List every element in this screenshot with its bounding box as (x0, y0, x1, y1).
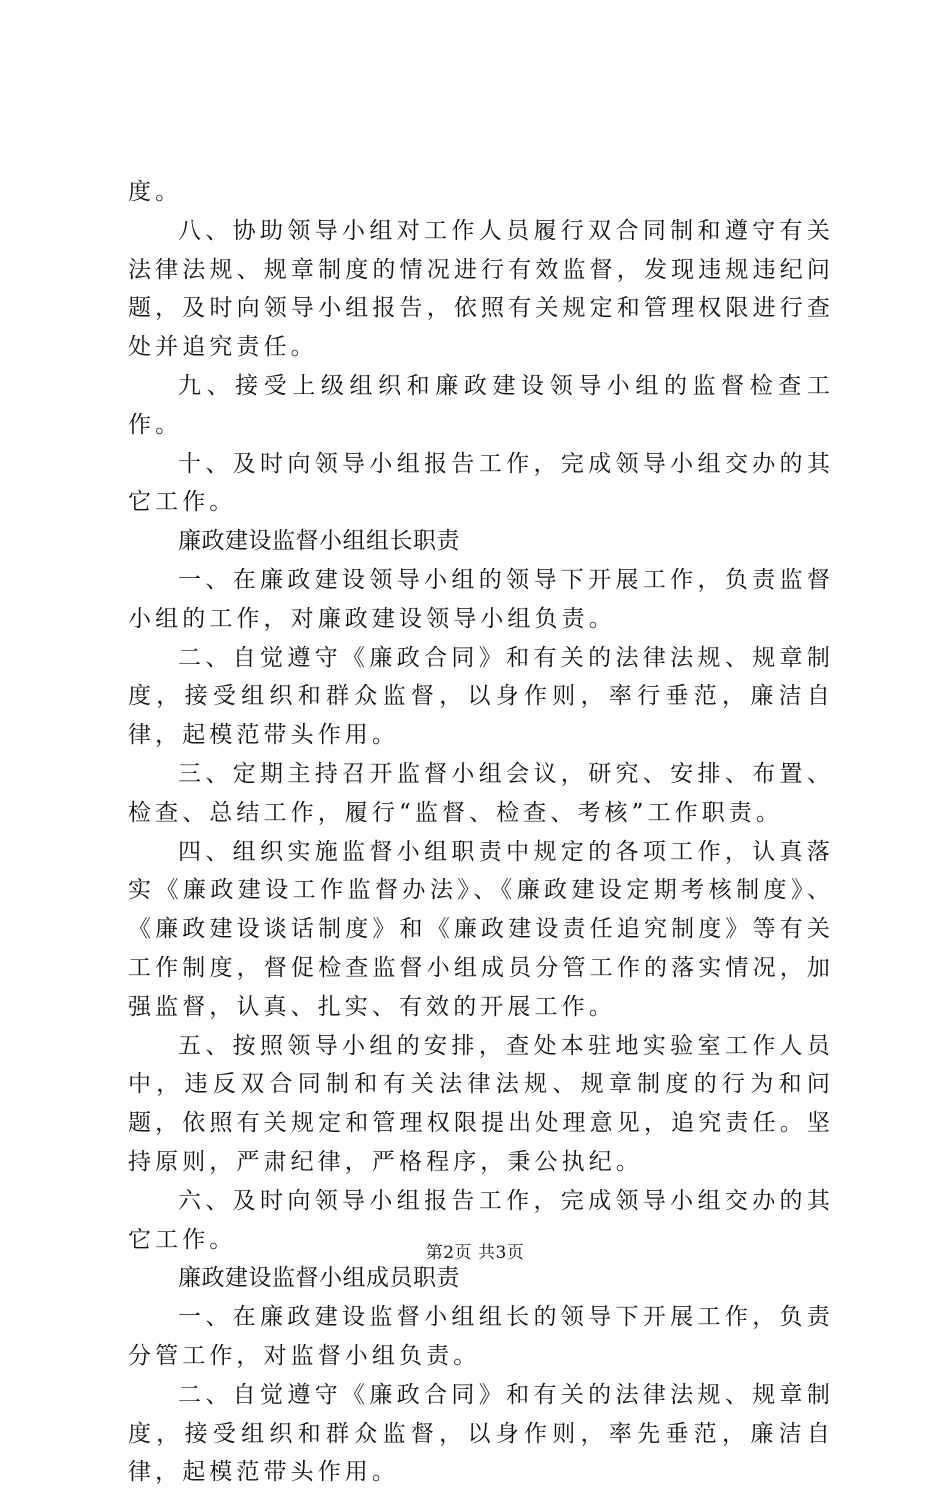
paragraph: 度。 (128, 179, 183, 205)
paragraph: 四、组织实施监督小组职责中规定的各项工作，认真落实《廉政建设工作监督办法》、《廉政建设定期考核制度》、《廉政建设谈话制度》和《廉政建设责任追究制度》等有关工作制度，督促检查监督小组成员分管工作的落实情况，加强监督，认真、扎实、有效的开展工作。 (128, 838, 834, 1020)
paragraph: 九、接受上级组织和廉政建设领导小组的监督检查工作。 (128, 372, 834, 438)
paragraph: 六、及时向领导小组报告工作，完成领导小组交办的其它工作。 (128, 1187, 834, 1253)
paragraph: 二、自觉遵守《廉政合同》和有关的法律法规、规章制度，接受组织和群众监督，以身作则，率行垂范，廉洁自律，起模范带头作用。 (128, 644, 834, 749)
section-heading: 廉政建设监督小组组长职责 (178, 528, 460, 555)
paragraph: 一、在廉政建设监督小组组长的领导下开展工作，负责分管工作，对监督小组负责。 (128, 1304, 834, 1369)
paragraph: 八、协助领导小组对工作人员履行双合同制和遵守有关法律法规、规章制度的情况进行有效监督，发现违规违纪问题，及时向领导小组报告，依照有关规定和管理权限进行查处并追究责任。 (128, 217, 834, 361)
paragraph: 五、按照领导小组的安排，查处本驻地实验室工作人员中，违反双合同制和有关法律法规、规章制度的行为和问题，依照有关规定和管理权限提出处理意见，追究责任。坚持原则，严肃纪律，严格程序，秉公执纪。 (128, 1032, 834, 1175)
paragraph: 二、自觉遵守《廉政合同》和有关的法律法规、规章制度，接受组织和群众监督，以身作则，率先垂范，廉洁自律，起模范带头作用。 (128, 1381, 834, 1486)
page-number-label: 第2页 共3页 (425, 1243, 525, 1263)
section-heading: 廉政建设监督小组成员职责 (178, 1265, 460, 1292)
paragraph: 十、及时向领导小组报告工作，完成领导小组交办的其它工作。 (128, 450, 834, 516)
paragraph: 一、在廉政建设领导小组的领导下开展工作，负责监督小组的工作，对廉政建设领导小组负责。 (128, 566, 834, 632)
paragraph: 三、定期主持召开监督小组会议，研究、安排、布置、检查、总结工作，履行“监督、检查、考核”工作职责。 (128, 760, 834, 826)
page-footer (0, 1242, 950, 1264)
document-body (128, 173, 834, 1492)
